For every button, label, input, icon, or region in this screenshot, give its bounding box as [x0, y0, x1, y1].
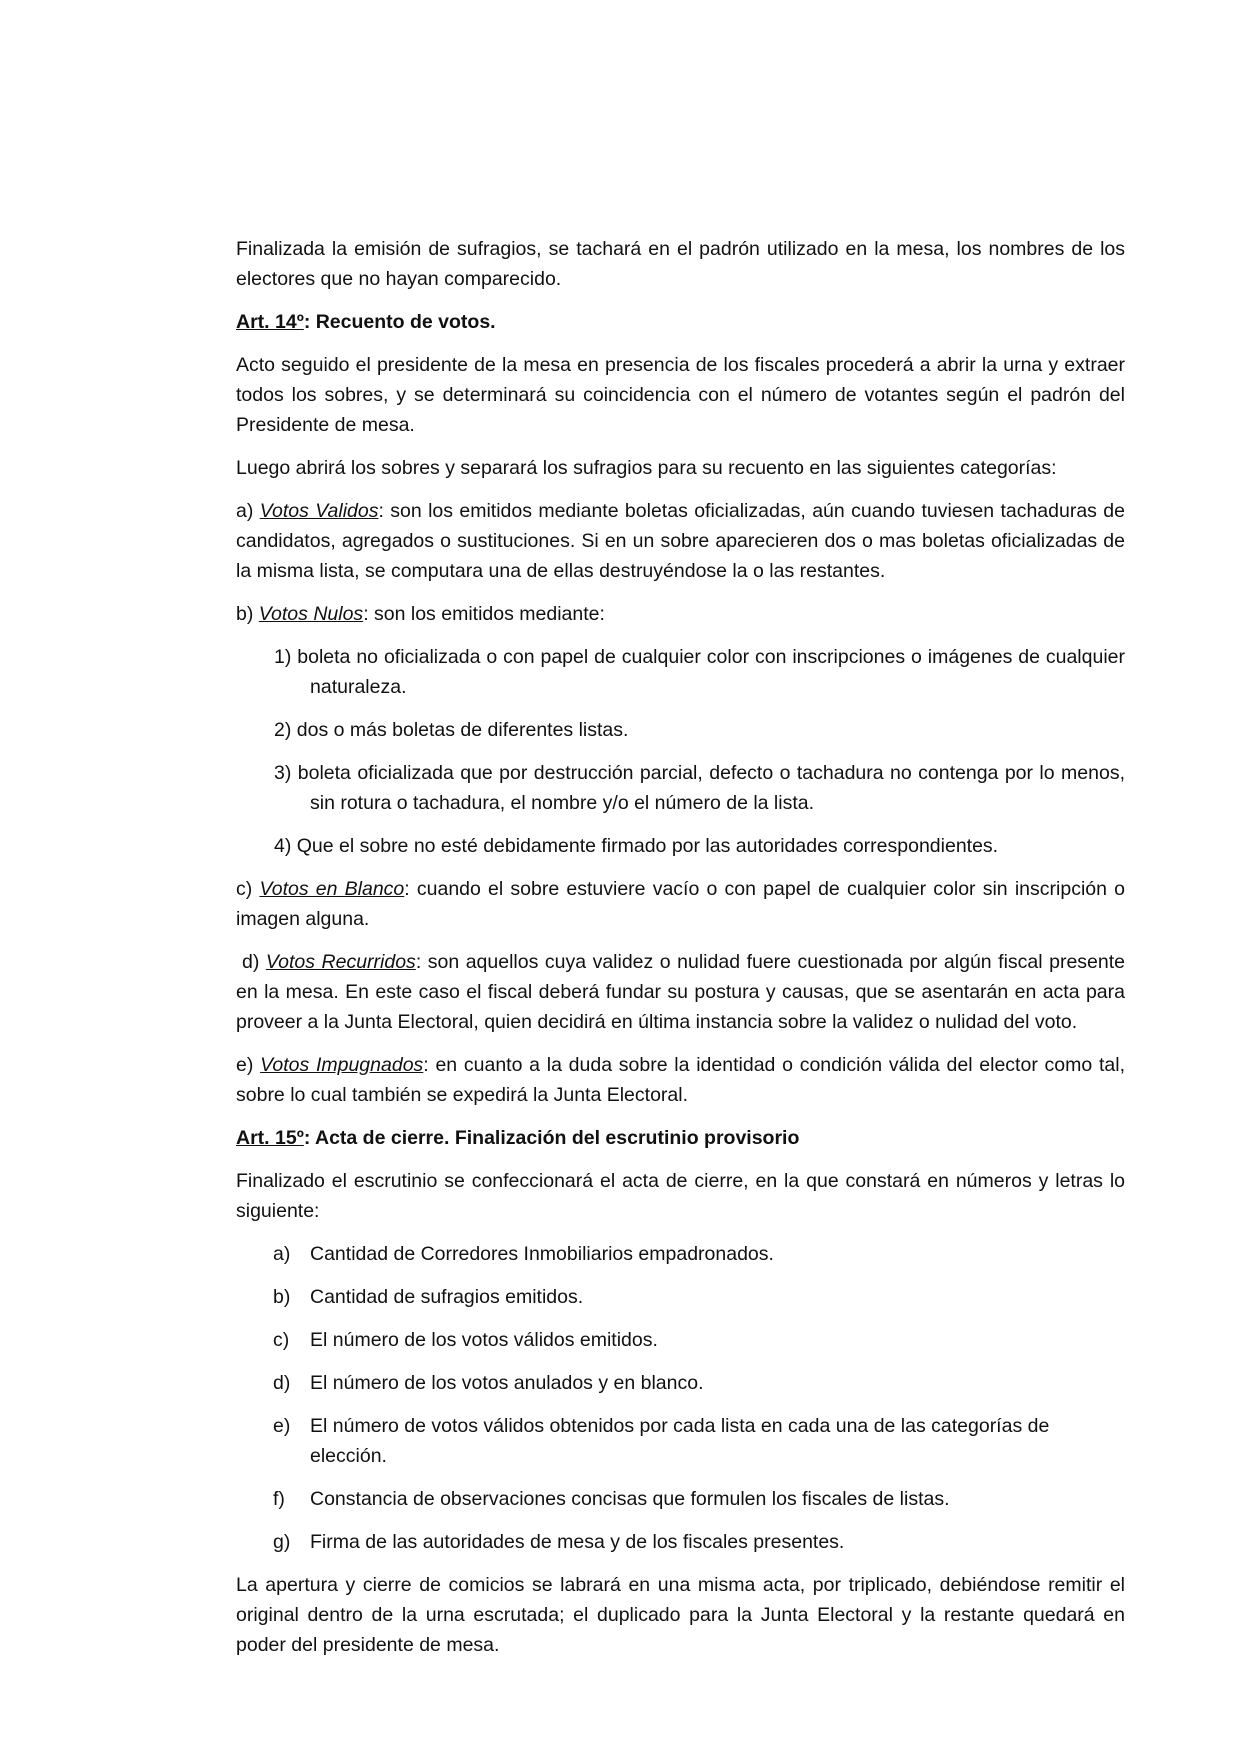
category-d-text: : son aquellos cuya validez o nulidad fuere cuestionada por algún fiscal presente en la mesa. En este caso el fiscal deberá fundar su postura y causas, que se asentarán en acta para proveer a la Junta Electoral, quien decidirá en última instancia sobre la validez o nulidad del voto.	[236, 951, 1125, 1033]
category-e-prefix: e)	[236, 1054, 261, 1076]
acta-item-text: El número de los votos válidos emitidos.	[310, 1329, 658, 1351]
category-b-text: : son los emitidos mediante:	[363, 603, 605, 625]
acta-list	[236, 1239, 1125, 1557]
category-a	[236, 496, 1125, 586]
nulos-item-2: 2) dos o más boletas de diferentes listas.	[274, 719, 629, 741]
category-d	[236, 947, 1125, 1037]
acta-item	[236, 1527, 1125, 1557]
acta-item-marker: b)	[273, 1286, 291, 1308]
acta-item	[236, 1368, 1125, 1398]
category-c-text: : cuando el sobre estuviere vacío o con papel de cualquier color sin inscripción o imagen alguna.	[236, 878, 1125, 930]
acta-item	[236, 1239, 1125, 1269]
category-e	[236, 1050, 1125, 1110]
acta-item-text: Cantidad de Corredores Inmobiliarios empadronados.	[310, 1243, 774, 1265]
category-e-term: Votos Impugnados	[260, 1054, 424, 1076]
acta-item-text: Cantidad de sufragios emitidos.	[310, 1286, 584, 1308]
art15-title: : Acta de cierre. Finalización del escrutinio provisorio	[303, 1127, 800, 1149]
acta-item-text: El número de los votos anulados y en blanco.	[310, 1372, 704, 1394]
intro-paragraph: Finalizada la emisión de sufragios, se tachará en el padrón utilizado en la mesa, los nombres de los electores que no hayan comparecido.	[236, 238, 1125, 290]
acta-item	[236, 1325, 1125, 1355]
document-page	[236, 234, 1125, 1673]
category-c	[236, 874, 1125, 934]
category-d-term: Votos Recurridos	[265, 951, 416, 973]
category-c-prefix: c)	[236, 878, 260, 900]
art15-number: Art. 15º	[236, 1127, 304, 1149]
art15-paragraph-2: La apertura y cierre de comicios se labrará en una misma acta, por triplicado, debiéndose remitir el original dentro de la urna escrutada; el duplicado para la Junta Electoral y la restante quedará en poder del presidente de mesa.	[236, 1574, 1125, 1656]
acta-item-text: El número de votos válidos obtenidos por cada lista en cada una de las categorías de elección.	[310, 1415, 1050, 1467]
category-b-term: Votos Nulos	[258, 603, 364, 625]
acta-item	[236, 1282, 1125, 1312]
nulos-list	[236, 642, 1125, 861]
acta-item-marker: g)	[273, 1531, 291, 1553]
acta-item-marker: d)	[273, 1372, 291, 1394]
acta-item	[236, 1411, 1125, 1471]
art14-heading	[236, 307, 1125, 337]
art14-paragraph-2: Luego abrirá los sobres y separará los sufragios para su recuento en las siguientes categorías:	[236, 457, 1057, 479]
acta-item-marker: f)	[273, 1488, 285, 1510]
acta-item	[236, 1484, 1125, 1514]
art15-heading	[236, 1123, 1125, 1153]
nulos-item-3: 3) boleta oficializada que por destrucción parcial, defecto o tachadura no contenga por lo menos, sin rotura o tachadura, el nombre y/o el número de la lista.	[274, 762, 1125, 814]
nulos-item-1: 1) boleta no oficializada o con papel de cualquier color con inscripciones o imágenes de cualquier naturaleza.	[274, 646, 1125, 698]
acta-item-text: Firma de las autoridades de mesa y de los fiscales presentes.	[310, 1531, 845, 1553]
art14-title: : Recuento de votos.	[303, 311, 496, 333]
art15-paragraph-1: Finalizado el escrutinio se confeccionará el acta de cierre, en la que constará en números y letras lo siguiente:	[236, 1170, 1125, 1222]
acta-item-text: Constancia de observaciones concisas que formulen los fiscales de listas.	[310, 1488, 950, 1510]
art14-paragraph-1: Acto seguido el presidente de la mesa en presencia de los fiscales procederá a abrir la urna y extraer todos los sobres, y se determinará su coincidencia con el número de votantes según el padrón del Presidente de mesa.	[236, 354, 1125, 436]
nulos-item-4: 4) Que el sobre no esté debidamente firmado por las autoridades correspondientes.	[274, 835, 999, 857]
acta-item-marker: e)	[273, 1415, 291, 1437]
category-d-prefix: d)	[242, 951, 266, 973]
art14-number: Art. 14º	[236, 311, 304, 333]
category-a-text: : son los emitidos mediante boletas oficializadas, aún cuando tuviesen tachaduras de candidatos, agregados o sustituciones. Si en un sobre aparecieren dos o mas boletas oficializadas de la misma lista, se computara una de ellas destruyéndose la o las restantes.	[236, 500, 1125, 582]
category-e-text: : en cuanto a la duda sobre la identidad o condición válida del elector como tal, sobre lo cual también se expedirá la Junta Electoral.	[236, 1054, 1125, 1106]
category-c-term: Votos en Blanco	[259, 878, 405, 900]
acta-item-marker: c)	[273, 1329, 290, 1351]
category-a-prefix: a)	[236, 500, 260, 522]
category-b	[236, 599, 1125, 629]
category-a-term: Votos Validos	[259, 500, 379, 522]
category-b-prefix: b)	[236, 603, 259, 625]
acta-item-marker: a)	[273, 1243, 291, 1265]
